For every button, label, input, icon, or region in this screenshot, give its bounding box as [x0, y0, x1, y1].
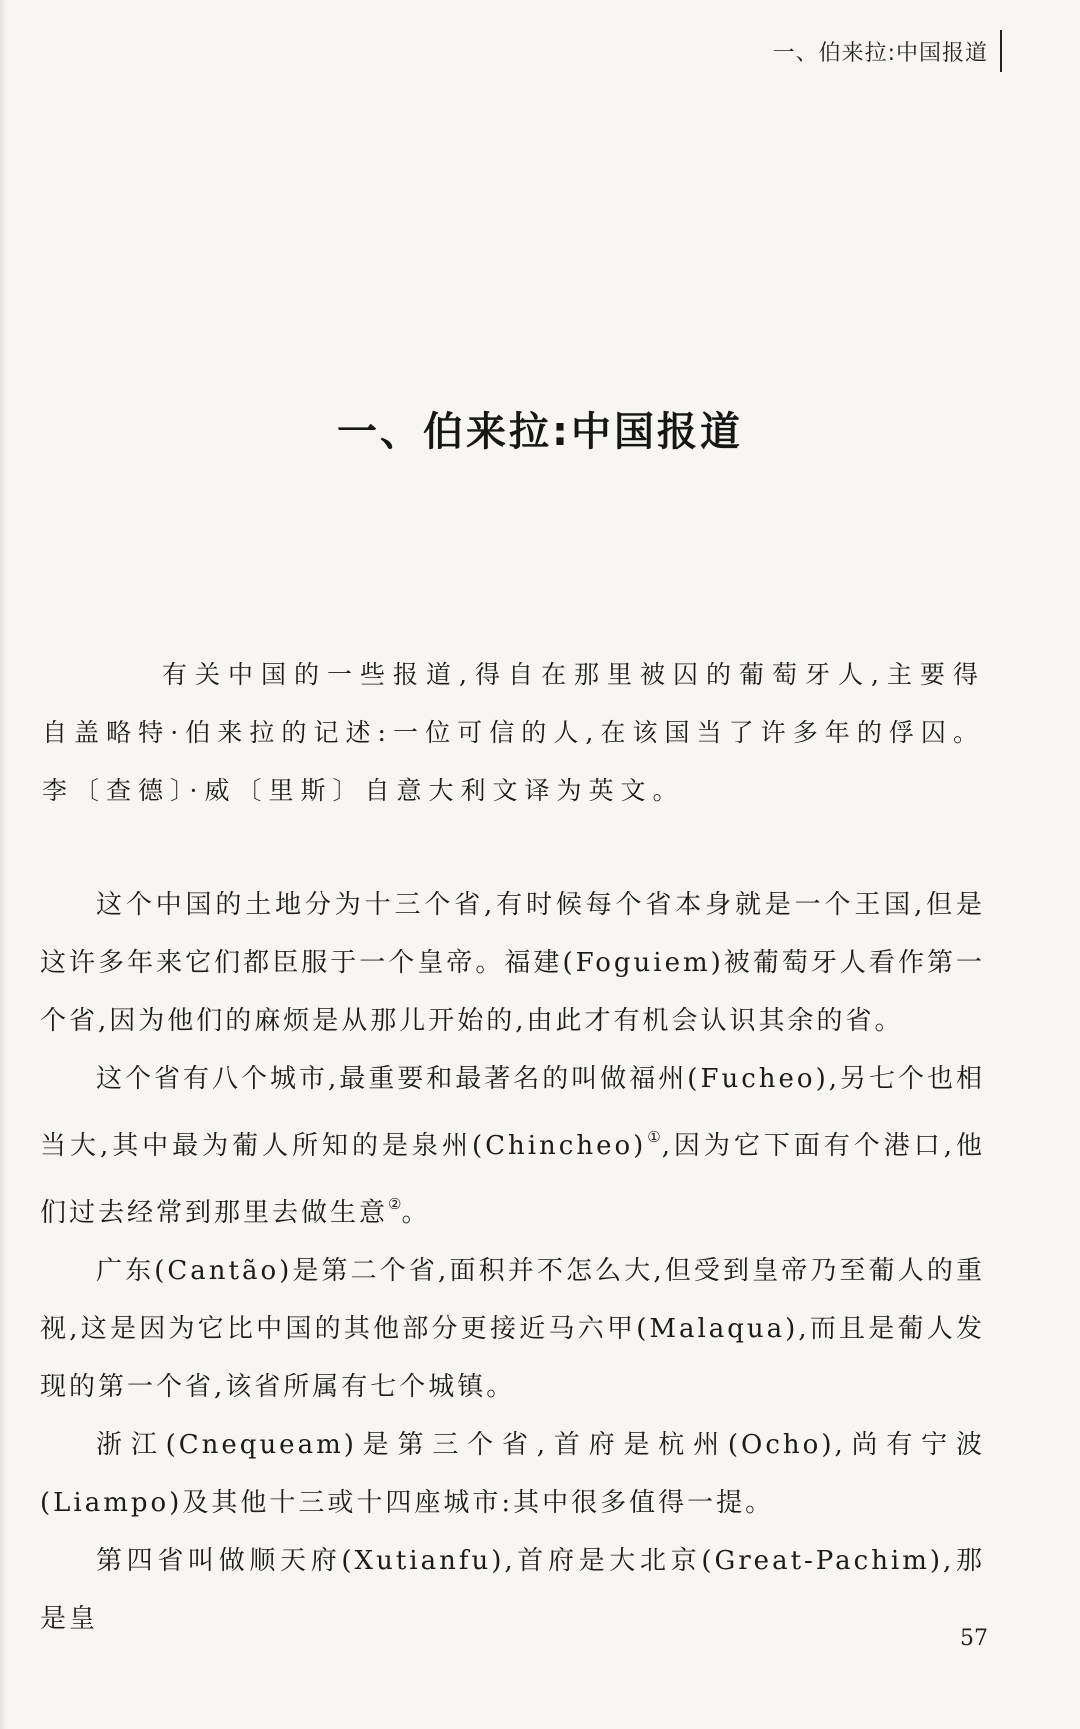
chapter-title: 一、伯来拉:中国报道	[337, 409, 743, 455]
footnote-marker-2[interactable]: ②	[388, 1195, 402, 1213]
paragraph-2-part-a: 这个省有八个城市,最重要和最著名的叫做福州(Fucheo),另七个也相当大,其中最为葡人所知的是泉州(Chincheo)	[40, 1064, 985, 1161]
page-edge-shadow	[0, 0, 6, 1729]
intro-note: 有关中国的一些报道,得自在那里被囚的葡萄牙人,主要得自盖略特·伯来拉的记述:一位可信的人,在该国当了许多年的俘囚。李〔查德〕·威〔里斯〕自意大利文译为英文。	[42, 660, 985, 805]
paragraph-1: 这个中国的土地分为十三个省,有时候每个省本身就是一个王国,但是这许多年来它们都臣服于一个皇帝。福建(Foguiem)被葡萄牙人看作第一个省,因为他们的麻烦是从那儿开始的,由此才有机会认识其余的省。	[40, 890, 985, 1036]
page-number: 57	[960, 1626, 988, 1651]
paragraph-2-part-c: 。	[401, 1198, 431, 1228]
footnote-marker-1[interactable]: ①	[646, 1128, 662, 1146]
paragraph-2	[40, 1050, 985, 1242]
paragraph-4: 浙江(Cnequeam)是第三个省,首府是杭州(Ocho),尚有宁波(Liampo)及其他十三或十四座城市:其中很多值得一提。	[40, 1430, 985, 1518]
paragraph-2-part-b: ,因为它下面有个港口,他们过去经常到那里去做生意	[40, 1131, 985, 1228]
body-text	[40, 876, 985, 1648]
paragraph-5: 第四省叫做顺天府(Xutianfu),首府是大北京(Great-Pachim),那是皇	[40, 1546, 985, 1634]
running-header: 一、伯来拉:中国报道	[772, 41, 988, 66]
paragraph-3: 广东(Cantão)是第二个省,面积并不怎么大,但受到皇帝乃至葡人的重视,这是因为它比中国的其他部分更接近马六甲(Malaqua),而且是葡人发现的第一个省,该省所属有七个城镇。	[40, 1256, 985, 1402]
header-rule	[1000, 30, 1002, 72]
